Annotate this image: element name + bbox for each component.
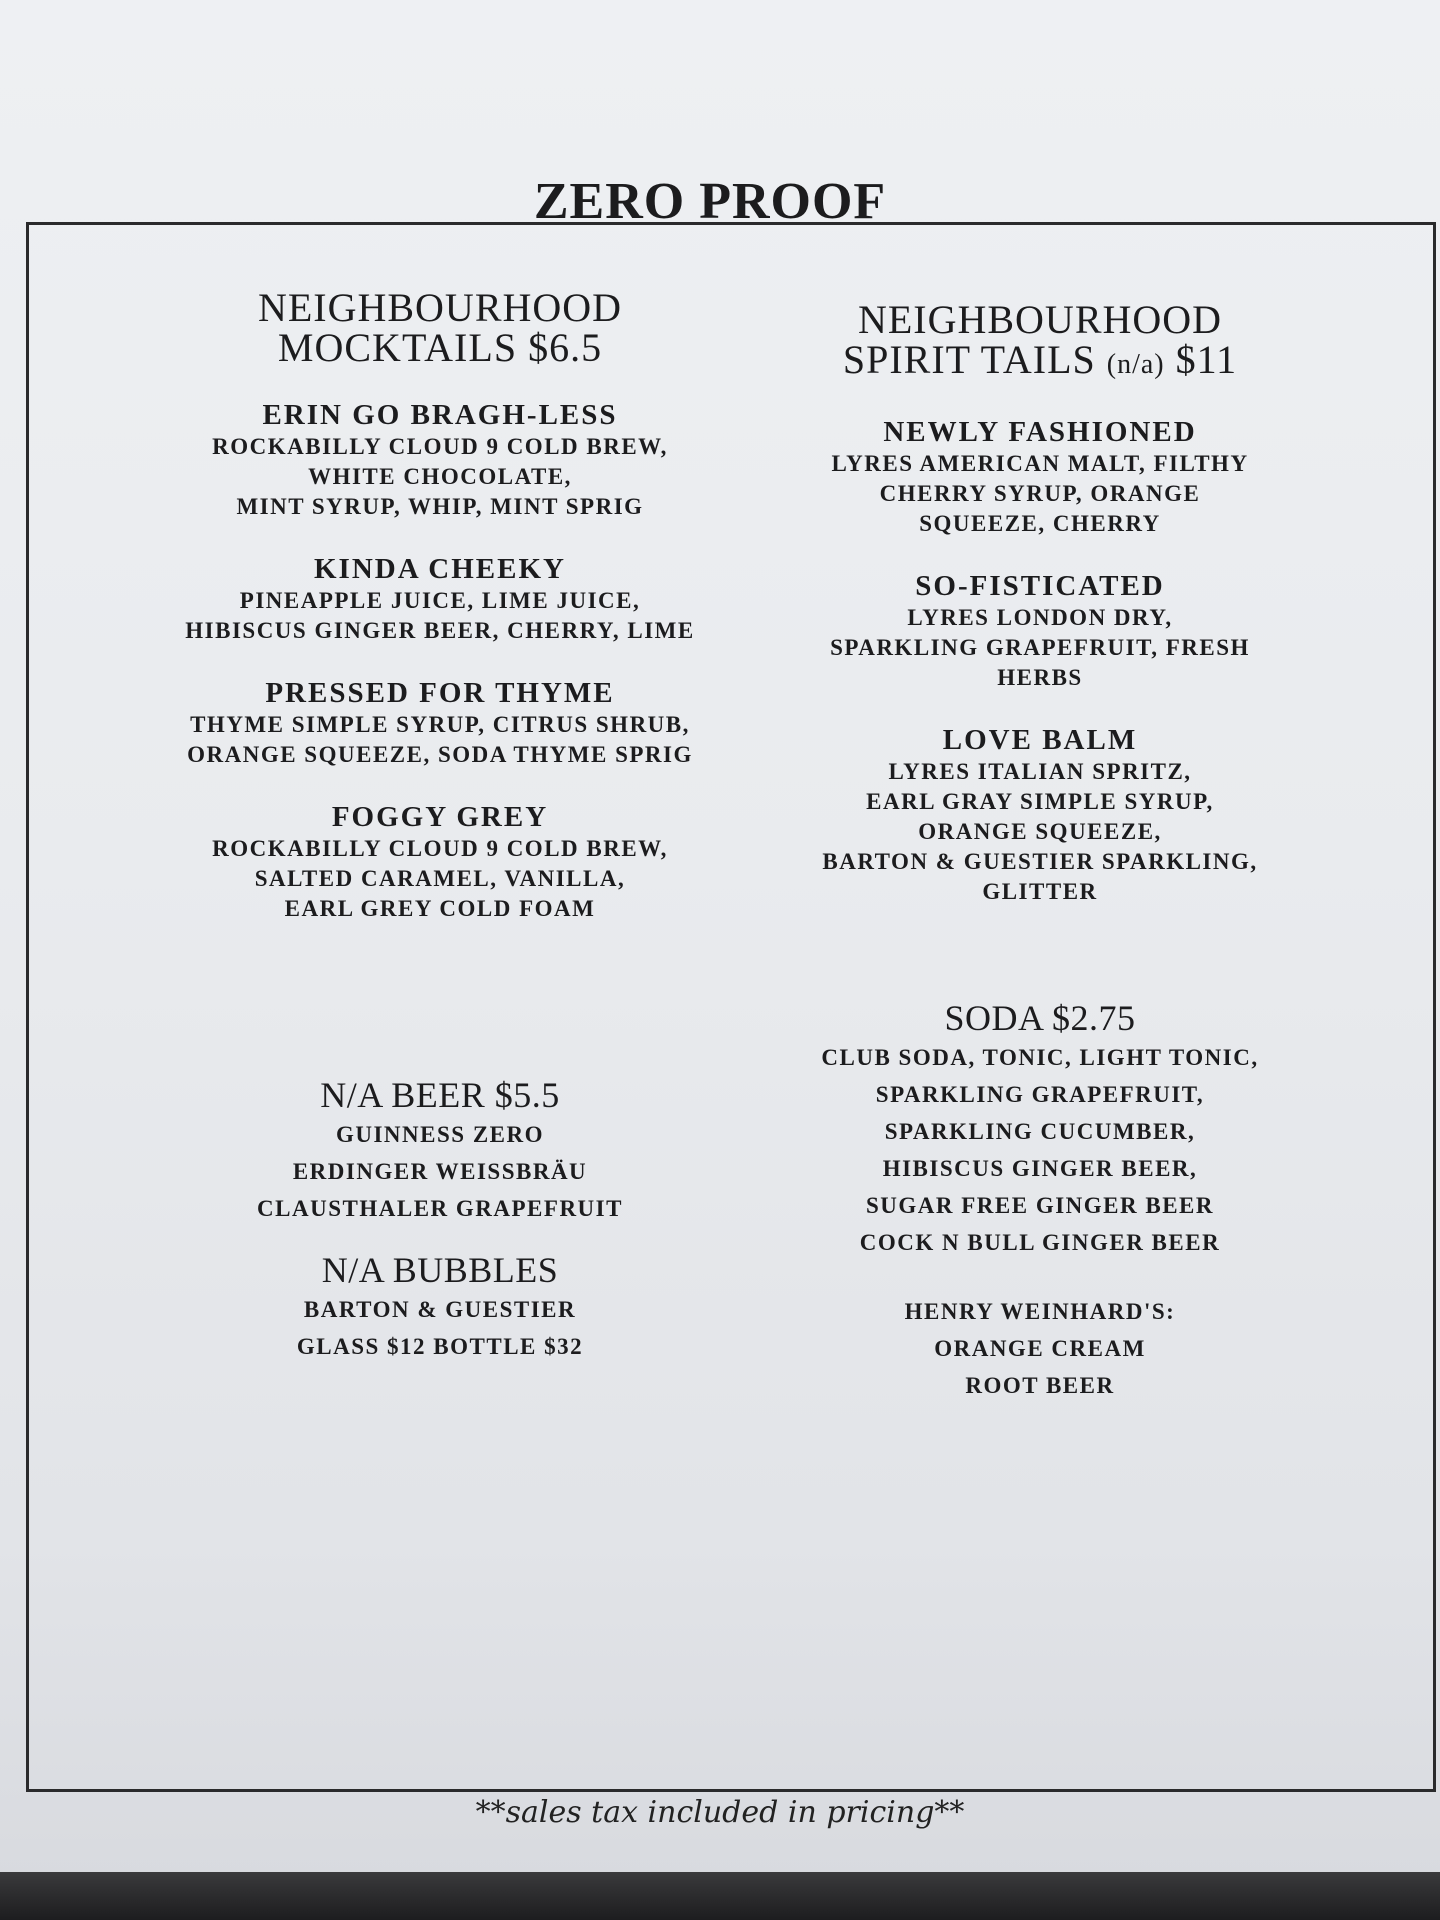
item-desc-line: EARL GRAY SIMPLE SYRUP,: [866, 789, 1214, 814]
menu-item: [770, 415, 1310, 539]
mocktails-heading: [120, 285, 760, 370]
spirit-tails-tag: (n/a): [1106, 349, 1165, 380]
menu-item: [120, 676, 760, 770]
na-beer-line: CLAUSTHALER GRAPEFRUIT: [257, 1196, 623, 1221]
item-desc-line: EARL GREY COLD FOAM: [284, 896, 596, 921]
spirit-tails-heading: [770, 297, 1310, 385]
henry-section: [770, 1293, 1310, 1404]
soda-line: SUGAR FREE GINGER BEER: [865, 1193, 1215, 1218]
henry-line: ROOT BEER: [965, 1373, 1115, 1398]
soda-line: SPARKLING GRAPEFRUIT,: [875, 1082, 1205, 1107]
mocktails-title: NEIGHBOURHOOD: [257, 285, 623, 330]
soda-line: HIBISCUS GINGER BEER,: [882, 1156, 1198, 1181]
na-beer-title: N/A BEER: [320, 1075, 486, 1115]
item-desc-line: ROCKABILLY CLOUD 9 COLD BREW,: [212, 434, 668, 459]
item-desc-line: BARTON & GUESTIER SPARKLING,: [822, 849, 1258, 874]
item-name: LOVE BALM: [942, 724, 1138, 756]
na-beer-line: GUINNESS ZERO: [335, 1122, 545, 1147]
item-name: KINDA CHEEKY: [313, 553, 566, 585]
mocktails-price: $6.5: [528, 325, 603, 370]
item-desc-line: ROCKABILLY CLOUD 9 COLD BREW,: [212, 836, 668, 861]
soda-title: SODA: [944, 998, 1043, 1038]
item-desc-line: WHITE CHOCOLATE,: [308, 464, 572, 489]
right-column: [770, 297, 1310, 1404]
mocktails-title-line2: [120, 325, 760, 370]
left-column: [120, 285, 760, 1365]
menu-item: [120, 398, 760, 522]
na-bubbles-section: [120, 1249, 760, 1365]
na-beer-price: $5.5: [494, 1075, 560, 1115]
soda-heading: [770, 997, 1310, 1039]
spirit-tails-title-line2: [770, 337, 1310, 385]
henry-heading: HENRY WEINHARD'S:: [904, 1299, 1176, 1324]
na-bubbles-line: GLASS $12 BOTTLE $32: [296, 1334, 584, 1359]
soda-price: $2.75: [1052, 998, 1136, 1038]
spirit-tails-title: NEIGHBOURHOOD: [857, 297, 1223, 342]
spirit-tails-title-second: SPIRIT TAILS: [842, 337, 1096, 382]
tax-footnote: **sales tax included in pricing**: [475, 1795, 965, 1830]
item-desc-line: PINEAPPLE JUICE, LIME JUICE,: [239, 588, 641, 613]
soda-line: CLUB SODA, TONIC, LIGHT TONIC,: [821, 1045, 1259, 1070]
na-bubbles-heading: N/A BUBBLES: [321, 1250, 559, 1290]
item-desc-line: ORANGE SQUEEZE,: [918, 819, 1162, 844]
item-desc-line: ORANGE SQUEEZE, SODA THYME SPRIG: [187, 742, 693, 767]
mocktails-title-second: MOCKTAILS: [277, 325, 518, 370]
na-beer-line: ERDINGER WEISSBRÄU: [292, 1159, 588, 1184]
item-name: FOGGY GREY: [331, 801, 549, 833]
na-beer-section: [120, 1074, 760, 1227]
item-desc-line: HERBS: [997, 665, 1083, 690]
soda-line: COCK N BULL GINGER BEER: [859, 1230, 1221, 1255]
soda-section: [770, 997, 1310, 1261]
item-desc-line: SQUEEZE, CHERRY: [919, 511, 1161, 536]
item-name: PRESSED FOR THYME: [265, 677, 615, 709]
table-background: [0, 1872, 1440, 1920]
item-name: SO-FISTICATED: [915, 570, 1165, 602]
menu-item: [770, 723, 1310, 907]
item-desc-line: GLITTER: [982, 879, 1098, 904]
spirit-tails-price: $11: [1175, 337, 1238, 382]
na-beer-heading: [120, 1074, 760, 1116]
item-desc-line: LYRES LONDON DRY,: [907, 605, 1173, 630]
item-name: NEWLY FASHIONED: [883, 416, 1197, 448]
item-desc-line: HIBISCUS GINGER BEER, CHERRY, LIME: [185, 618, 695, 643]
item-desc-line: THYME SIMPLE SYRUP, CITRUS SHRUB,: [190, 712, 690, 737]
na-bubbles-line: BARTON & GUESTIER: [303, 1297, 577, 1322]
item-name: ERIN GO BRAGH-LESS: [262, 399, 618, 431]
item-desc-line: LYRES AMERICAN MALT, FILTHY: [831, 451, 1249, 476]
menu-item: [770, 569, 1310, 693]
item-desc-line: MINT SYRUP, WHIP, MINT SPRIG: [236, 494, 644, 519]
menu-item: [120, 552, 760, 646]
soda-line: SPARKLING CUCUMBER,: [884, 1119, 1196, 1144]
page-title: ZERO PROOF: [533, 173, 887, 230]
item-desc-line: CHERRY SYRUP, ORANGE: [879, 481, 1201, 506]
item-desc-line: SPARKLING GRAPEFRUIT, FRESH: [830, 635, 1250, 660]
item-desc-line: LYRES ITALIAN SPRITZ,: [888, 759, 1192, 784]
menu-item: [120, 800, 760, 924]
item-desc-line: SALTED CARAMEL, VANILLA,: [254, 866, 626, 891]
henry-line: ORANGE CREAM: [934, 1336, 1146, 1361]
